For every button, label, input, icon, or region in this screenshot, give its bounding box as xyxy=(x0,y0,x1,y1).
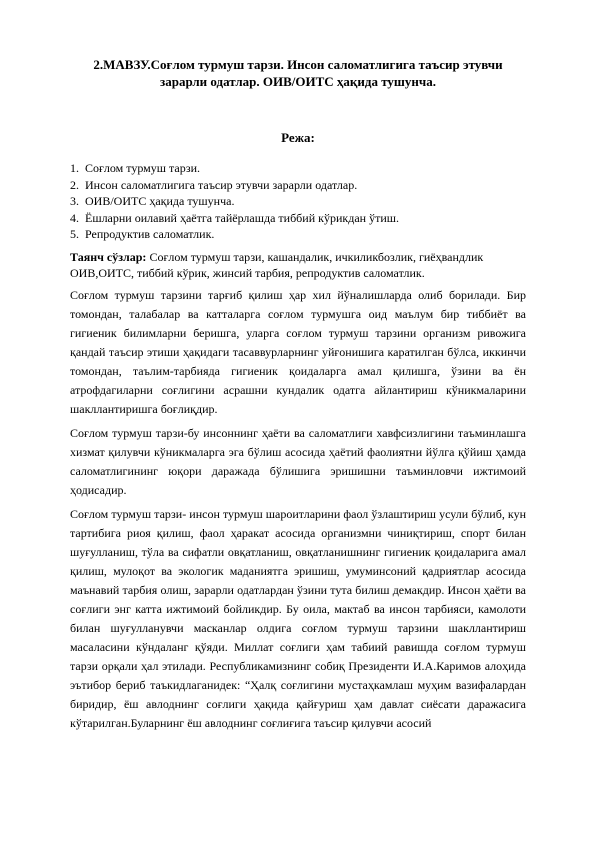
body-paragraph: Соғлом турмуш тарзи-бу инсоннинг ҳаёти ва саломатлиги хавфсизлигини таъминлашга хизмат қилувчи кўникмаларга эга бўлиш асосида ҳаётий фаолиятни йўлга қўйиш ҳамда саломатлигининг юқори даражада бўлишига эришишни таъминловчи ижтимоий ҳодисадир. xyxy=(70,425,526,497)
plan-item xyxy=(70,210,526,227)
plan-item-number: 3. xyxy=(70,194,79,208)
plan-item-number: 2. xyxy=(70,177,79,192)
keywords-text: Соғлом турмуш тарзи, кашандалик, ичкиликбозлик, гиёҳвандлик ОИВ,ОИТС, тиббий кўрик, жинсий тарбия, репродуктив саломатлик. xyxy=(70,249,484,280)
plan-item xyxy=(70,226,526,243)
plan-item-text: Репродуктив саломатлик. xyxy=(85,227,215,241)
plan-item-text: Инсон саломатлигига таъсир этувчи зарарли одатлар. xyxy=(85,177,358,192)
plan-item-text: Соғлом турмуш тарзи. xyxy=(85,161,201,175)
body-paragraph: Соғлом турмуш тарзини тарғиб қилиш ҳар хил йўналишларда олиб борилади. Бир томондан, талабалар ва катталарга соғлом турмушга оид маълум бир тиббиёт ва гигиеник билимларни беришга, уларга соғлом турмуш тарзини организм ривожига қандай таъсир этиши ҳақидаги тасаввурларнинг уйғонишига каратилган бўлса, иккинчи томондан, таълим-тарбияда гигиеник қоидаларга амал қилишга, ўзини ва ён атрофдагиларни соғлигини асрашни кундалик одатга айлантириш кўникмаларини шакллантиришга боғлиқдир. xyxy=(70,287,526,416)
plan-item-number: 4. xyxy=(70,210,79,225)
body-paragraph: Соғлом турмуш тарзи- инсон турмуш шароитларини фаол ўзлаштириш усули бўлиб, кун тартибига риоя қилиш, фаол ҳаракат асосида организмни чиниқтириш, спорт билан шуғулланиш, тўла ва сифатли овқатланиш, овқатланишнинг гигиеник қоидаларига амал қилиш, мулоқот ва экологик маданиятга эришиш, умуминсоний қадриятлар асосида маънавий тарбия олиш, зарарли одатлардан ўзини тута билиш демакдир. Инсон ҳаёти ва соғлиги энг катта ижтимоий бойликдир. Бу оила, мактаб ва инсон тарбияси, камолоти билан шуғулланувчи масканлар олдига соғлом турмуш тарзини шакллантириш масаласини кўндаланг қўяди. Миллат соғлиги ҳам табиий равишда соғлом турмуш тарзи орқали ҳал этилади. Республикамизнинг собиқ Президенти И.А.Каримов алоҳида эътибор бериб таъкидлаганидек: “Ҳалқ соғлигини мустаҳкамлаш муҳим вазифалардан биридир, ёш авлоднинг соғлиги ҳақида қайғуриш ҳам давлат сиёсати даражасига кўтарилган.Буларнинг ёш авлоднинг соғлиғига таъсир қилувчи асосий xyxy=(70,506,526,730)
keywords-label: Таянч сўзлар: xyxy=(70,249,147,264)
plan-item xyxy=(70,160,526,177)
plan-item-text: Ёшларни оилавий ҳаётга тайёрлашда тиббий кўрикдан ўтиш. xyxy=(85,210,399,225)
plan-item-number: 1. xyxy=(70,161,79,175)
plan-list xyxy=(70,160,526,243)
plan-item-number: 5. xyxy=(70,227,79,241)
plan-item xyxy=(70,177,526,194)
plan-item-text: ОИВ/ОИТС ҳақида тушунча. xyxy=(85,194,235,208)
plan-item xyxy=(70,193,526,210)
plan-heading: Режа: xyxy=(281,130,315,145)
document-title: 2.МАВЗУ.Соғлом турмуш тарзи. Инсон саломатлигига таъсир этувчи зарарли одатлар. ОИВ/ОИТС ҳақида тушунча. xyxy=(93,57,503,89)
keywords xyxy=(70,249,526,281)
